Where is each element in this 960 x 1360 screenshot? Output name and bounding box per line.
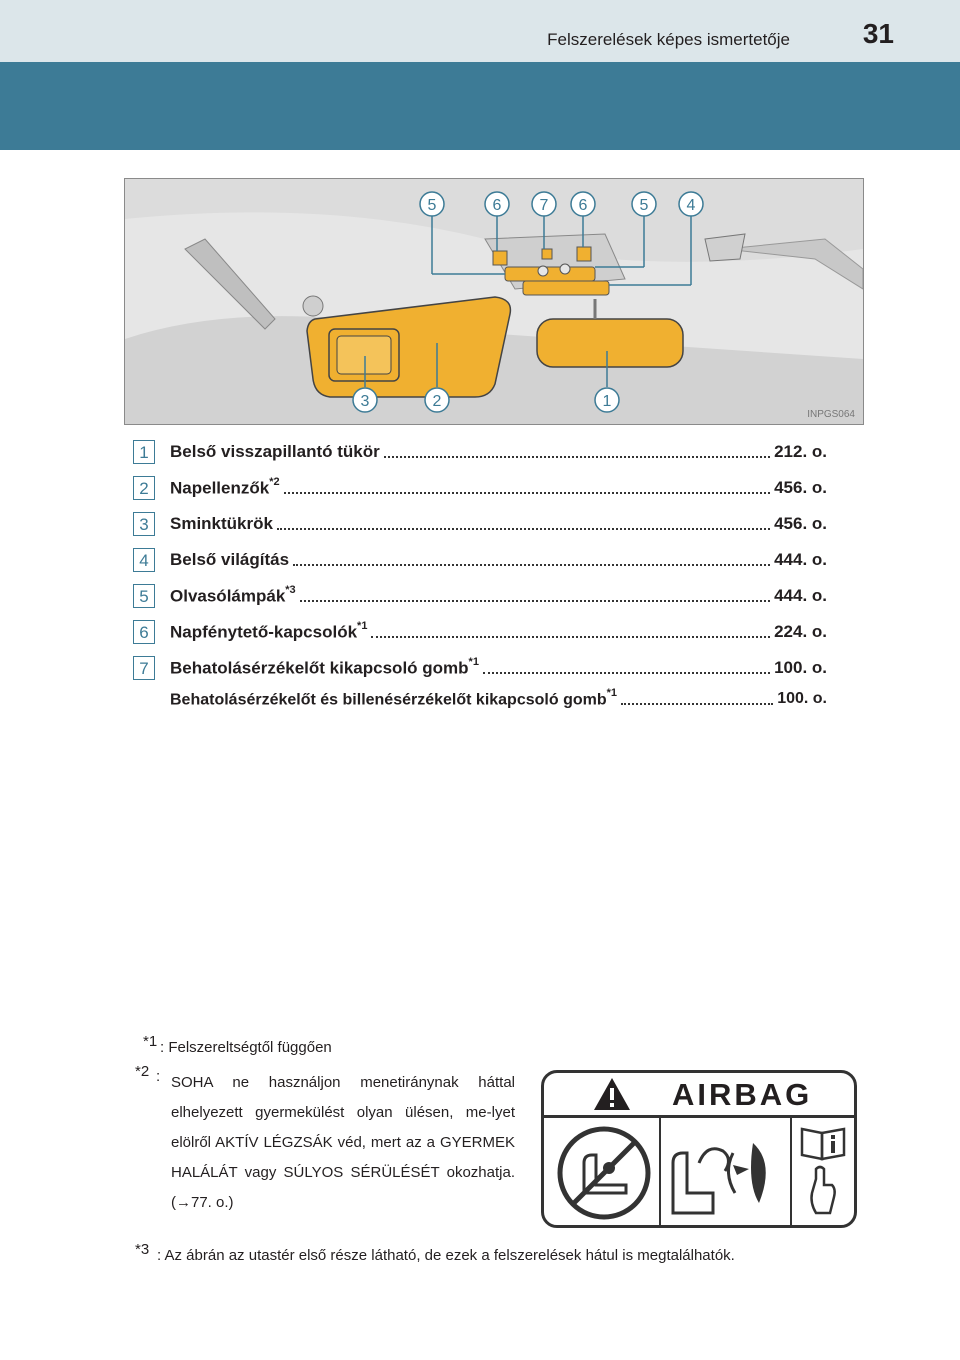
list-item [133,652,827,716]
airbag-warning-label [541,1070,857,1228]
item-number: 7 [133,656,155,680]
item-sub-label: Behatolásérzékelőt és billenésérzékelőt kikapcsoló gomb [170,691,607,709]
warning-triangle-icon [592,1076,632,1112]
item-list [133,436,827,716]
manual-info-icon [798,1123,852,1223]
footnote-ref: *2 [269,475,280,488]
page-reference[interactable]: 224. o. [774,622,827,641]
footnote-2-mark: *2 [135,1063,150,1080]
page-header [0,0,960,62]
figure-code: INPGS064 [807,409,855,420]
footnote-2-text: SOHA ne használjon menetiránynak háttal elhelyezett gyermekülést olyan ülésen, me-lyet elölről AKTÍV LÉGZSÁK véd, mert az a GYERMEK HALÁLÁT vagy SÚLYOS SÉRÜLÉSÉT okozhatja. (→77. o.) [171,1074,515,1211]
list-item [133,544,827,580]
item-label: Napfénytető-kapcsolók [170,622,358,642]
callout-top-4: 6 [578,197,588,214]
footnote-3-text: : Az ábrán az utastér első része látható, de ezek a felszerelések hátul is megtalálhatók. [157,1247,735,1264]
list-item [133,616,827,652]
page-reference[interactable]: 100. o. [774,658,827,677]
item-number: 2 [133,476,155,500]
section-title: Felszerelések képes ismertetője [547,30,790,49]
callout-bottom-3: 1 [602,393,612,410]
page-reference[interactable]: 456. o. [774,478,827,497]
callout-top-3: 7 [539,197,549,214]
callout-top-2: 6 [492,197,502,214]
callout-top-1: 5 [427,197,437,214]
page-reference[interactable]: 100. o. [777,690,827,707]
airbag-header [544,1073,854,1118]
airbag-deploy-icon [663,1123,787,1223]
list-item [133,508,827,544]
item-number: 4 [133,548,155,572]
item-label: Behatolásérzékelőt kikapcsoló gomb [170,658,469,678]
page-reference[interactable]: 444. o. [774,550,827,569]
page-reference[interactable]: 212. o. [774,442,827,461]
no-rear-facing-child-seat-icon [554,1123,654,1223]
footnote-ref: *1 [468,655,479,668]
header-band [0,62,960,150]
footnote-3-mark: *3 [135,1241,150,1258]
callout-top-5: 5 [639,197,649,214]
page-reference[interactable]: 456. o. [774,514,827,533]
footnote-1-mark: *1 [143,1033,158,1050]
footnote-ref: *3 [285,583,296,596]
item-number: 3 [133,512,155,536]
footnote-1-text: : Felszereltségtől függően [160,1039,332,1056]
item-label: Belső világítás [170,550,290,569]
item-label: Napellenzők [170,478,270,498]
item-number: 5 [133,584,155,608]
list-item [133,472,827,508]
item-label: Sminktükrök [170,514,273,533]
callout-top-6: 4 [686,197,696,214]
page-reference[interactable]: 444. o. [774,586,827,605]
list-item [133,580,827,616]
footnote-2-colon: : [156,1068,161,1085]
footnote-ref: *1 [357,619,368,632]
item-number: 6 [133,620,155,644]
callout-bottom-1: 3 [360,393,370,410]
item-number: 1 [133,440,155,464]
callout-bottom-2: 2 [432,393,442,410]
page-number: 31 [862,18,894,49]
airbag-title: AIRBAG [672,1077,813,1112]
item-label: Olvasólámpák [170,586,286,606]
interior-drawing [125,179,863,424]
item-label: Belső visszapillantó tükör [170,442,380,461]
overhead-console-illustration [124,178,864,425]
footnote-ref: *1 [606,686,618,699]
list-item [133,436,827,472]
